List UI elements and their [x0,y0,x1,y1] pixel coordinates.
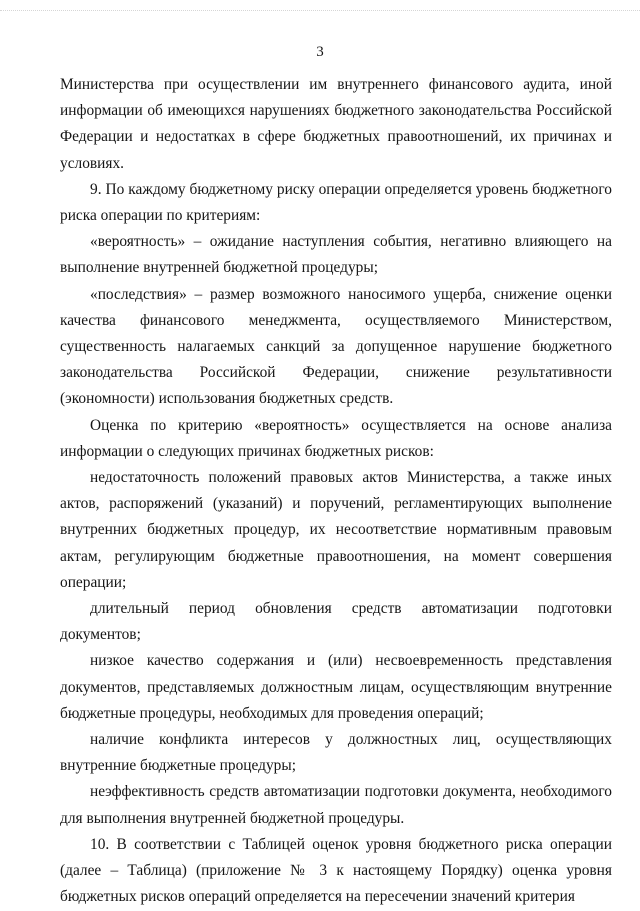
paragraph-conflict-of-interest: наличие конфликта интересов у должностных лиц, осуществляющих внутренние бюджетные процедуры; [60,731,612,775]
scan-artifact-line [0,10,640,12]
paragraph-low-quality-documents: низкое качество содержания и (или) несвоевременность представления документов, представляемых должностным лицам, осуществляющим внутренние бюджетные процедуры, необходимых для проведения операций; [60,652,612,722]
paragraph-insufficient-provisions: недостаточность положений правовых актов Министерства, а также иных актов, распоряжений (указаний) и поручений, регламентирующих выполнение внутренних бюджетных процедур, их несоответствие нормативным правовым актам, регулирующим бюджетные правоотношения, на момент совершения операции; [60,469,612,591]
paragraph-item-9: 9. По каждому бюджетному риску операции определяется уровень бюджетного риска операции по критериям: [60,180,612,225]
paragraph-probability-assessment: Оценка по критерию «вероятность» осуществляется на основе анализа информации о следующих причинах бюджетных рисков: [60,416,612,460]
document-body [60,72,612,911]
paragraph-continuation: Министерства при осуществлении им внутреннего финансового аудита, иной информации об имеющихся нарушениях бюджетного законодательства Российской Федерации и недостатках в сфере бюджетных правоотношений, их причинах и условиях. [60,76,612,172]
paragraph-ineffective-automation: неэффективность средств автоматизации подготовки документа, необходимого для выполнения внутренней бюджетной процедуры. [60,783,612,827]
paragraph-item-10: 10. В соответствии с Таблицей оценок уровня бюджетного риска операции (далее – Таблица) (приложение № 3 к настоящему Порядку) оценка уровня бюджетных рисков операций определяется на пересечении значений критерия [60,835,612,906]
paragraph-long-update-period: длительный период обновления средств автоматизации подготовки документов; [60,600,612,644]
paragraph-probability: «вероятность» – ожидание наступления события, негативно влияющего на выполнение внутренней бюджетной процедуры; [60,233,612,277]
paragraph-consequences: «последствия» – размер возможного наносимого ущерба, снижение оценки качества финансового менеджмента, осуществляемого Министерством, существенность налагаемых санкций за допущенное нарушение бюджетного законодательства Российской Федерации, снижение результативности (экономности) использования бюджетных средств. [60,285,612,408]
page-number: 3 [316,44,324,60]
